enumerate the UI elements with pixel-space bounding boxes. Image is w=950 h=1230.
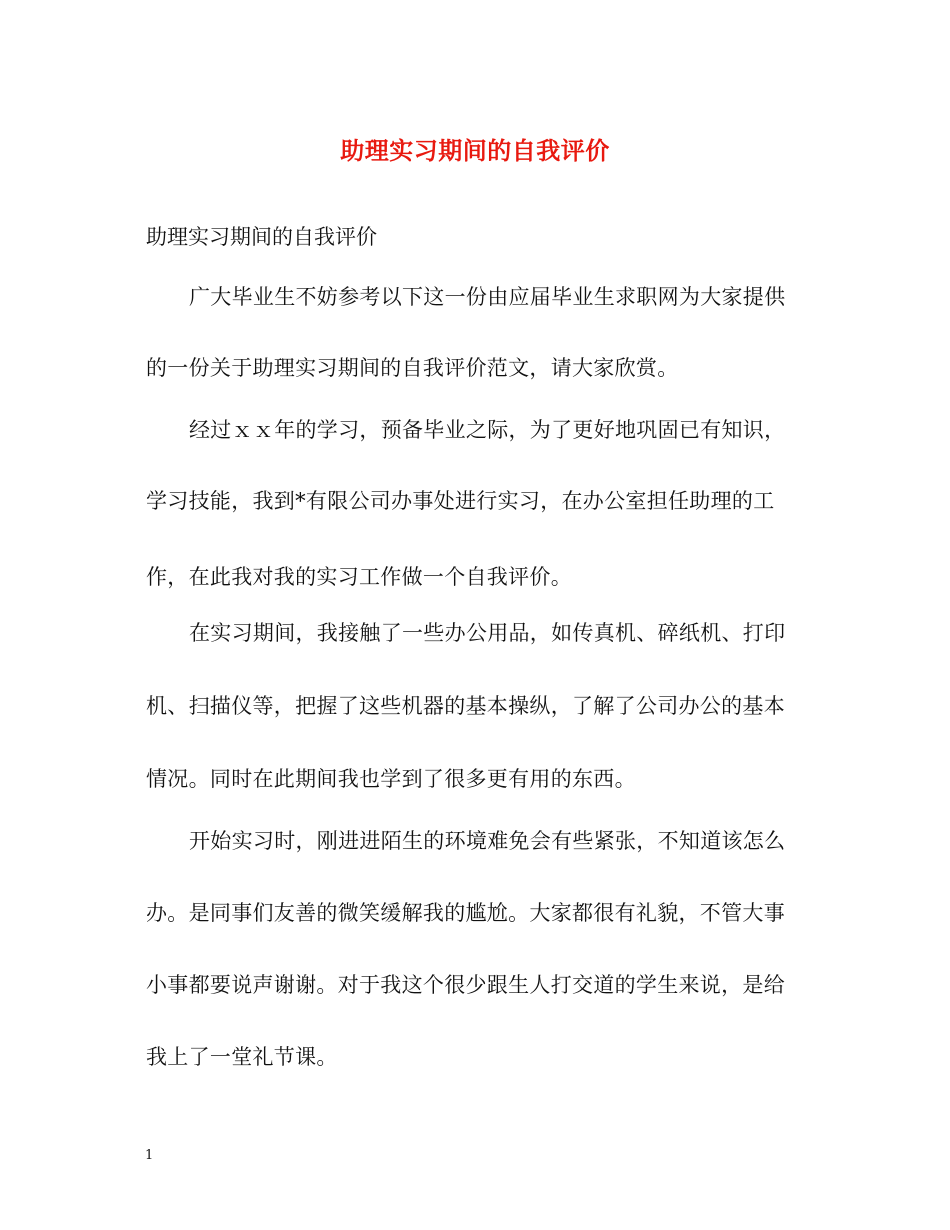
- paragraph-line: 情况。同时在此期间我也学到了很多更有用的东西。: [146, 767, 636, 791]
- paragraph-line: 的一份关于助理实习期间的自我评价范文，请大家欣赏。: [146, 356, 679, 380]
- document-title: 助理实习期间的自我评价: [340, 136, 610, 165]
- paragraph-line: 办。是同事们友善的微笑缓解我的尴尬。大家都很有礼貌，不管大事: [146, 901, 785, 925]
- paragraph-line: 广大毕业生不妨参考以下这一份由应届毕业生求职网为大家提供: [189, 285, 786, 309]
- paragraph-line: 作，在此我对我的实习工作做一个自我评价。: [146, 565, 572, 589]
- paragraph-line: 在实习期间，我接触了一些办公用品，如传真机、碎纸机、打印: [189, 621, 786, 645]
- paragraph-line: 经过ｘｘ年的学习，预备毕业之际，为了更好地巩固已有知识，: [189, 418, 786, 442]
- paragraph-line: 小事都要说声谢谢。对于我这个很少跟生人打交道的学生来说，是给: [146, 973, 785, 997]
- paragraph-line: 学习技能，我到*有限公司办事处进行实习，在办公室担任助理的工: [146, 489, 775, 513]
- document-subheading: 助理实习期间的自我评价: [146, 225, 377, 249]
- paragraph-line: 我上了一堂礼节课。: [146, 1045, 338, 1069]
- page-number: 1: [145, 1148, 154, 1163]
- paragraph-line: 开始实习时，刚进进陌生的环境难免会有些紧张，不知道该怎么: [189, 829, 786, 853]
- paragraph-line: 机、扫描仪等，把握了这些机器的基本操纵，了解了公司办公的基本: [146, 694, 785, 718]
